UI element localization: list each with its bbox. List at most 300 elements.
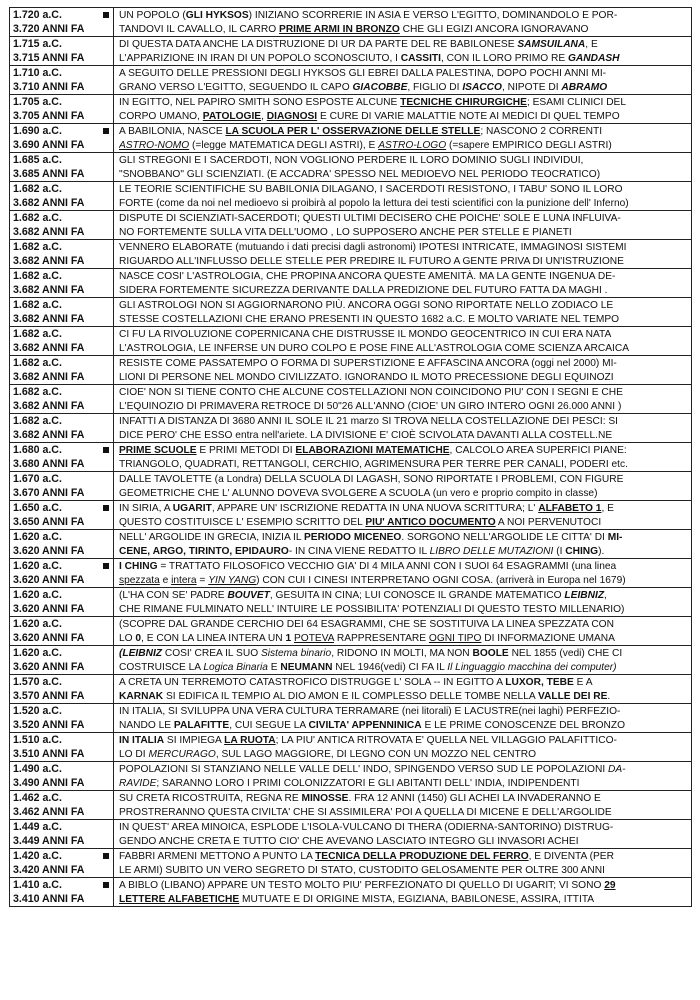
event-text	[114, 762, 691, 790]
text-segment: CI FU LA RIVOLUZIONE COPERNICANA CHE DISTRUSSE IL MONDO GEOCENTRICO IN CUI ERA NATA	[119, 329, 612, 340]
text-segment: L'ASTROLOGIA, LE INFERSE UN DURO COLPO E POSE FINE ALL'ASTROLOGIA COME SCIENZA ARCAICA	[119, 342, 629, 354]
text-segment: , NIPOTE DI	[501, 81, 562, 93]
text-segment: CIOE' NON SI TIENE CONTO CHE ALCUNE COSTELLAZIONI NON COINCIDONO PIU' CON I SEGNI E CHE	[119, 387, 623, 398]
table-row	[9, 94, 692, 124]
text-segment: CENE, ARGO, TIRINTO, EPIDAURO	[119, 545, 289, 557]
years-ago: 3.715 ANNI FA	[13, 51, 85, 64]
text-segment: - IN CINA VIENE REDATTO IL	[288, 545, 430, 557]
event-text	[114, 530, 691, 558]
text-segment: 29	[604, 880, 616, 891]
text-segment: PERIODO MICENEO	[304, 532, 402, 543]
text-segment: CHE RIMANE FULMINATO NELL' INTUIRE LE POSSIBILITA' POTENZIALI DI QUESTO TESTO MILLENARIO)	[119, 603, 625, 615]
text-segment: MERCURAGO	[148, 748, 216, 760]
date-cell	[10, 762, 114, 790]
text-line	[119, 255, 688, 268]
years-ago: 3.620 ANNI FA	[13, 573, 85, 586]
event-text	[114, 443, 691, 471]
text-segment: (=sapere EMPIRICO DEGLI ASTRI)	[446, 139, 612, 151]
years-ago: 3.690 ANNI FA	[13, 138, 85, 151]
date-bc: 1.720 a.C.	[13, 9, 62, 21]
square-bullet-icon	[103, 882, 109, 888]
event-text	[114, 501, 691, 529]
event-text	[114, 820, 691, 848]
years-ago: 3.490 ANNI FA	[13, 776, 85, 789]
text-line	[119, 632, 688, 645]
table-row	[9, 761, 692, 791]
text-segment: PIU' ANTICO DOCUMENTO	[365, 516, 496, 528]
text-line	[119, 618, 688, 632]
text-segment: ; LA PIU' ANTICA RITROVATA E' QUELLA NEL VILLAGGIO PALAFITTICO-	[275, 735, 617, 746]
date-cell	[10, 153, 114, 181]
square-bullet-icon	[103, 505, 109, 511]
text-segment: , RIDONO IN MOLTI, MA NON	[331, 648, 473, 659]
date-bc: 1.490 a.C.	[13, 763, 62, 775]
text-line	[119, 139, 688, 152]
text-line	[119, 9, 688, 23]
text-segment: A NOI PERVENUTOCI	[495, 516, 602, 528]
text-segment: CIVILTA' APPENNINICA	[308, 719, 422, 731]
text-segment: LA RUOTA	[224, 735, 276, 746]
text-segment: GIACOBBE	[352, 81, 408, 93]
text-line	[119, 777, 688, 790]
event-text	[114, 733, 691, 761]
text-segment: , E DIVENTA (PER	[528, 851, 614, 862]
text-segment: ELABORAZIONI MATEMATICHE	[295, 445, 450, 456]
text-segment: ,	[261, 110, 267, 122]
text-segment: Logica Binaria	[203, 661, 268, 673]
text-segment: RAVIDE	[119, 777, 157, 789]
text-segment: BOUVET	[227, 590, 270, 601]
text-line	[119, 531, 688, 545]
text-segment: OGNI TIPO	[428, 632, 482, 644]
years-ago: 3.710 ANNI FA	[13, 80, 85, 93]
date-bc: 1.620 a.C.	[13, 618, 62, 630]
table-row	[9, 645, 692, 675]
date-cell	[10, 298, 114, 326]
date-bc: 1.620 a.C.	[13, 560, 62, 572]
text-line	[119, 154, 688, 168]
text-line	[119, 719, 688, 732]
text-segment: 1	[285, 632, 292, 644]
table-row	[9, 297, 692, 327]
years-ago: 3.682 ANNI FA	[13, 370, 85, 383]
text-segment: QUESTO COSTITUISCE L' ESEMPIO SCRITTO DEL	[119, 516, 366, 528]
years-ago: 3.682 ANNI FA	[13, 399, 85, 412]
event-text	[114, 588, 691, 616]
date-bc: 1.682 a.C.	[13, 270, 62, 282]
years-ago: 3.682 ANNI FA	[13, 283, 85, 296]
text-segment: . FRA 12 ANNI (1450) GLI ACHEI LA INVADERANNO E	[348, 793, 601, 804]
text-segment: E PRIMI METODI DI	[196, 445, 296, 456]
event-text	[114, 153, 691, 181]
text-segment: , CON IL LORO PRIMO RE	[440, 52, 568, 64]
years-ago: 3.705 ANNI FA	[13, 109, 85, 122]
text-segment: = TRATTATO FILOSOFICO VECCHIO GIA' DI 4 MILA ANNI CON I SUOI 64 ESAGRAMMI (una linea	[157, 561, 617, 572]
date-cell	[10, 617, 114, 645]
text-line	[119, 502, 688, 516]
text-segment: (LEIBNIZ	[119, 648, 163, 659]
years-ago: 3.682 ANNI FA	[13, 196, 85, 209]
text-segment: NEL 1946(vedi) CI FA IL	[332, 661, 448, 673]
text-segment: DI QUESTA DATA ANCHE LA DISTRUZIONE DI UR DA PARTE DEL RE BABILONESE	[119, 39, 518, 50]
date-bc: 1.620 a.C.	[13, 531, 62, 543]
text-segment: INFATTI A DISTANZA DI 3680 ANNI IL SOLE IL 21 marzo SI TROVA NELLA COSTELLAZIONE DEI PESCI: SI	[119, 416, 618, 427]
text-segment: CHING	[565, 545, 599, 557]
text-segment: L'APPARIZIONE IN IRAN DI UN POPOLO SCONOSCIUTO, I	[119, 52, 401, 64]
date-bc: 1.682 a.C.	[13, 415, 62, 427]
date-bc: 1.462 a.C.	[13, 792, 62, 804]
text-line	[119, 748, 688, 761]
table-row	[9, 326, 692, 356]
text-segment: ).	[598, 545, 605, 557]
text-line	[119, 893, 688, 906]
years-ago: 3.670 ANNI FA	[13, 486, 85, 499]
date-cell	[10, 878, 114, 906]
text-segment: POPOLAZIONI SI STANZIANO NELLE VALLE DELL' INDO, SPINGENDO VERSO SUD LE POPOLAZIONI	[119, 764, 608, 775]
text-segment: (=legge MATEMATICA DEGLI ASTRI), E	[189, 139, 379, 151]
text-segment: SIDERA FORTEMENTE SICUREZZA DERIVANTE DALLA PREDIZIONE DEL FUTURO FATTA DA MAGHI .	[119, 284, 608, 296]
text-segment: ; NASCONO 2 CORRENTI	[480, 126, 603, 137]
text-segment: DA-	[608, 764, 626, 775]
date-bc: 1.690 a.C.	[13, 125, 62, 137]
years-ago: 3.682 ANNI FA	[13, 341, 85, 354]
date-cell	[10, 414, 114, 442]
table-row	[9, 413, 692, 443]
event-text	[114, 124, 691, 152]
text-segment: PRIME SCUOLE	[119, 445, 197, 456]
text-segment: DALLE TAVOLETTE (a Londra) DELLA SCUOLA DI LAGASH, SONO RIPORTATE I PROBLEMI, CON FIGURE	[119, 474, 624, 485]
text-segment: , SUL LAGO MAGGIORE, DI LEGNO CON UN MOZZO NEL CENTRO	[215, 748, 537, 760]
text-segment: MUTUATE E DI ORIGINE MISTA, EGIZIANA, BABILONESE, ASSIRA, ITTITA	[239, 893, 595, 905]
text-segment: RESISTE COME PASSATEMPO O FORMA DI SUPERSTIZIONE E AFFASCINA ANCORA (oggi nel 2000) MI-	[119, 358, 617, 369]
text-line	[119, 676, 688, 690]
date-cell	[10, 443, 114, 471]
text-segment: DISPUTE DI SCIENZIATI-SACERDOTI; QUESTI ULTIMI DECISERO CHE POICHE' SOLE E LUNA INFLUIVA-	[119, 213, 621, 224]
text-segment: DICE PERO' CHE ESSO entra nell'ariete. LA DIVISIONE E' CIOÈ SCIVOLATA DAVANTI ALLA COSTELL.NE	[119, 429, 613, 441]
event-text	[114, 878, 691, 906]
text-line	[119, 864, 688, 877]
text-line	[119, 415, 688, 429]
event-text	[114, 182, 691, 210]
text-segment: LO DI	[119, 748, 149, 760]
date-bc: 1.620 a.C.	[13, 589, 62, 601]
text-segment: .	[607, 690, 611, 702]
years-ago: 3.682 ANNI FA	[13, 428, 85, 441]
chronology-table	[9, 7, 692, 906]
text-line	[119, 386, 688, 400]
event-text	[114, 327, 691, 355]
date-cell	[10, 733, 114, 761]
date-bc: 1.685 a.C.	[13, 154, 62, 166]
text-segment: E	[267, 661, 281, 673]
text-segment: IN ITALIA	[119, 735, 165, 746]
text-segment: NEL 1855 (vedi) CHE CI	[508, 648, 623, 659]
date-cell	[10, 240, 114, 268]
date-cell	[10, 124, 114, 152]
text-line	[119, 400, 688, 413]
years-ago: 3.510 ANNI FA	[13, 747, 85, 760]
text-segment: LE TEORIE SCIENTIFICHE SU BABILONIA DILAGANO, I SACERDOTI RESISTONO, I TABU' SONO IL LORO	[119, 184, 623, 195]
text-line	[119, 705, 688, 719]
text-segment: NANDO LE	[119, 719, 174, 731]
text-line	[119, 850, 688, 864]
square-bullet-icon	[103, 447, 109, 453]
text-segment: LE ARMI) SUBITO UN VERO SEGRETO DI STATO, CUSTODITO GELOSAMENTE PER OLTRE 300 ANNI	[119, 864, 605, 876]
years-ago: 3.620 ANNI FA	[13, 602, 85, 615]
text-segment: STESSE COSTELLAZIONI CHE ERANO PRESENTI IN QUESTO 1682 a.C. E MOLTO VARIATE NEL TEMPO	[119, 313, 620, 325]
text-line	[119, 589, 688, 603]
text-segment: PRIME ARMI IN BRONZO	[279, 23, 400, 35]
table-row	[9, 558, 692, 588]
table-row	[9, 210, 692, 240]
table-row	[9, 239, 692, 269]
text-line	[119, 357, 688, 371]
text-segment: RAPPRESENTARE	[334, 632, 429, 644]
date-bc: 1.682 a.C.	[13, 212, 62, 224]
text-segment: TECNICA DELLA PRODUZIONE DEL FERRO	[315, 851, 529, 862]
text-segment: POTEVA	[293, 632, 334, 644]
text-segment: ) CON CUI I CINESI INTERPRETANO OGNI COSA. (arriverà in Europa nel 1679)	[256, 574, 626, 586]
square-bullet-icon	[103, 853, 109, 859]
text-segment: ,	[604, 590, 607, 601]
event-text	[114, 704, 691, 732]
text-segment: MINOSSE	[301, 793, 349, 804]
table-row	[9, 529, 692, 559]
text-segment: YIN YANG	[208, 574, 257, 586]
text-segment: LA SCUOLA PER L' OSSERVAZIONE DELLE STELLE	[225, 126, 481, 137]
text-segment: spezzata	[119, 574, 160, 586]
text-segment: IN QUEST' AREA MINOICA, ESPLODE L'ISOLA-VULCANO DI THERA (ODIERNA-SANTORINO) DISTRUG-	[119, 822, 614, 833]
text-segment: , E CON LA LINEA INTERA UN	[141, 632, 286, 644]
years-ago: 3.570 ANNI FA	[13, 689, 85, 702]
event-text	[114, 298, 691, 326]
date-bc: 1.682 a.C.	[13, 241, 62, 253]
date-cell	[10, 675, 114, 703]
date-cell	[10, 646, 114, 674]
date-bc: 1.710 a.C.	[13, 67, 62, 79]
text-line	[119, 241, 688, 255]
years-ago: 3.685 ANNI FA	[13, 167, 85, 180]
text-segment: ASTRO-NOMO	[119, 139, 190, 151]
event-text	[114, 269, 691, 297]
text-line	[119, 284, 688, 297]
date-bc: 1.449 a.C.	[13, 821, 62, 833]
text-segment: , CALCOLO AREA SUPERFICI PIANE:	[449, 445, 627, 456]
text-line	[119, 328, 688, 342]
table-row	[9, 268, 692, 298]
date-bc: 1.620 a.C.	[13, 647, 62, 659]
text-line	[119, 313, 688, 326]
text-segment: VALLE DEI RE	[537, 690, 608, 702]
text-line	[119, 734, 688, 748]
date-bc: 1.682 a.C.	[13, 328, 62, 340]
event-text	[114, 646, 691, 674]
date-cell	[10, 327, 114, 355]
years-ago: 3.620 ANNI FA	[13, 544, 85, 557]
date-bc: 1.682 a.C.	[13, 299, 62, 311]
text-segment: BOOLE	[472, 648, 509, 659]
text-segment: NO FORTEMENTE SULLA VITA DELL'UOMO , LO SUPPOSERO ANCHE PER STELLE E PIANETI	[119, 226, 572, 238]
text-line	[119, 690, 688, 703]
text-segment: LETTERE ALFABETICHE	[119, 893, 240, 905]
text-segment: VENNERO ELABORATE (mutuando i dati precisi dagli astronomi) IPOTESI INTRICATE, IMMAGINOSI SISTEMI	[119, 242, 627, 253]
text-segment: =	[196, 574, 209, 586]
text-segment: E A	[573, 677, 593, 688]
years-ago: 3.449 ANNI FA	[13, 834, 85, 847]
date-bc: 1.682 a.C.	[13, 183, 62, 195]
text-segment: ; SARANNO LORO I PRIMI COLONIZZATORI E GLI ABITANTI DELL' INDIA, INDIPENDENTI	[156, 777, 580, 789]
date-cell	[10, 66, 114, 94]
event-text	[114, 675, 691, 703]
text-line	[119, 792, 688, 806]
text-segment: A BIBLO (LIBANO) APPARE UN TESTO MOLTO PIU' PERFEZIONATO DI QUELLO DI UGARIT; VI SONO	[119, 880, 605, 891]
text-line	[119, 516, 688, 529]
date-cell	[10, 530, 114, 558]
date-cell	[10, 472, 114, 500]
event-text	[114, 37, 691, 65]
text-segment: MI-	[607, 532, 623, 543]
date-cell	[10, 559, 114, 587]
text-segment: CORPO UMANO,	[119, 110, 203, 122]
table-row	[9, 7, 692, 37]
table-row	[9, 877, 692, 907]
text-segment: FABBRI ARMENI METTONO A PUNTO LA	[119, 851, 316, 862]
years-ago: 3.682 ANNI FA	[13, 225, 85, 238]
text-segment: (L'HA CON SE' PADRE	[119, 590, 228, 601]
date-bc: 1.682 a.C.	[13, 386, 62, 398]
text-segment: e	[159, 574, 172, 586]
event-text	[114, 849, 691, 877]
date-bc: 1.520 a.C.	[13, 705, 62, 717]
text-line	[119, 96, 688, 110]
table-row	[9, 65, 692, 95]
date-cell	[10, 385, 114, 413]
date-cell	[10, 269, 114, 297]
date-cell	[10, 704, 114, 732]
date-bc: 1.410 a.C.	[13, 879, 62, 891]
event-text	[114, 472, 691, 500]
table-row	[9, 848, 692, 878]
text-segment: GLI ASTROLOGI NON SI AGGIORNARONO PIÙ. ANCORA OGGI SONO RIPORTATE NELLO ZODIACO LE	[119, 300, 614, 311]
square-bullet-icon	[103, 563, 109, 569]
text-segment: DIAGNOSI	[266, 110, 318, 122]
table-row	[9, 123, 692, 153]
date-cell	[10, 211, 114, 239]
years-ago: 3.650 ANNI FA	[13, 515, 85, 528]
text-segment: LO	[119, 632, 136, 644]
square-bullet-icon	[103, 128, 109, 134]
table-row	[9, 152, 692, 182]
text-line	[119, 125, 688, 139]
table-row	[9, 36, 692, 66]
table-row	[9, 500, 692, 530]
text-segment: NASCE COSI' L'ASTROLOGIA, CHE PROPINA ANCORA QUESTE AMENITÀ. MA LA GENTE INGENUA DE-	[119, 271, 616, 282]
text-segment: ISACCO	[462, 81, 502, 93]
text-line	[119, 879, 688, 893]
text-segment: I CHING	[119, 561, 158, 572]
event-text	[114, 617, 691, 645]
text-line	[119, 821, 688, 835]
text-segment: LIONI DI PERSONE NEL MONDO CIVILIZZATO. IGNORANDO IL MOTO PRECESSIONE DEGLI EQUINOZI	[119, 371, 614, 383]
text-line	[119, 197, 688, 210]
text-segment: GENDO ANCHE CRETA E TUTTO CIO' CHE AVEVANO LASCIATO INTEGRO GLI INVASORI ACHEI	[119, 835, 579, 847]
text-segment: , GESUITA IN CINA; LUI CONOSCE IL GRANDE MATEMATICO	[269, 590, 565, 601]
date-cell	[10, 37, 114, 65]
text-line	[119, 473, 688, 487]
date-cell	[10, 8, 114, 36]
date-bc: 1.570 a.C.	[13, 676, 62, 688]
years-ago: 3.420 ANNI FA	[13, 863, 85, 876]
text-segment: TANDOVI IL CAVALLO, IL CARRO	[119, 23, 280, 35]
years-ago: 3.410 ANNI FA	[13, 892, 85, 905]
table-row	[9, 616, 692, 646]
text-line	[119, 429, 688, 442]
event-text	[114, 211, 691, 239]
text-line	[119, 67, 688, 81]
text-segment: SI EDIFICA IL TEMPIO AL DIO AMON E IL COMPLESSO DELLE TOMBE NELLA	[163, 690, 538, 702]
square-bullet-icon	[103, 12, 109, 18]
text-segment: E LE PRIME CONOSCENZE DEL BRONZO	[421, 719, 626, 731]
text-segment: KARNAK	[119, 690, 164, 702]
table-row	[9, 587, 692, 617]
text-segment: CASSITI	[400, 52, 441, 64]
text-segment: , APPARE UN' ISCRIZIONE REDATTA IN UNA NUOVA SCRITTURA; L'	[211, 503, 539, 514]
text-line	[119, 342, 688, 355]
date-bc: 1.680 a.C.	[13, 444, 62, 456]
text-segment: GLI STREGONI E I SACERDOTI, NON VOGLIONO PERDERE IL LORO DOMINIO SUGLI INDIVIDUI,	[119, 155, 584, 166]
date-bc: 1.715 a.C.	[13, 38, 62, 50]
text-line	[119, 52, 688, 65]
years-ago: 3.720 ANNI FA	[13, 22, 85, 35]
date-cell	[10, 588, 114, 616]
event-text	[114, 385, 691, 413]
text-segment: ALFABETO 1	[538, 503, 602, 514]
text-line	[119, 38, 688, 52]
text-segment: , E	[601, 503, 614, 514]
text-segment: CHE GLI EGIZI ANCORA IGNORAVANO	[399, 23, 589, 35]
date-bc: 1.420 a.C.	[13, 850, 62, 862]
table-row	[9, 703, 692, 733]
table-row	[9, 355, 692, 385]
years-ago: 3.620 ANNI FA	[13, 660, 85, 673]
text-segment: intera	[171, 574, 197, 586]
text-segment: L'EQUINOZIO DI PRIMAVERA RETROCE DI 50"26 ALL'ANNO (CIOE' UN GIRO INTERO OGNI 26.000 ANNI )	[119, 400, 622, 412]
date-cell	[10, 820, 114, 848]
text-line	[119, 458, 688, 471]
text-line	[119, 806, 688, 819]
text-segment: A SEGUITO DELLE PRESSIONI DEGLI HYKSOS GLI EBREI DALLA PALESTINA, DOPO POCHI ANNI MI-	[119, 68, 607, 79]
table-row	[9, 471, 692, 501]
event-text	[114, 356, 691, 384]
text-line	[119, 23, 688, 36]
text-segment: LIBRO DELLE MUTAZIONI	[429, 545, 554, 557]
table-row	[9, 732, 692, 762]
event-text	[114, 8, 691, 36]
text-line	[119, 81, 688, 94]
text-segment: TECNICHE CHIRURGICHE	[400, 97, 527, 108]
text-segment: ASTRO-LOGO	[378, 139, 447, 151]
text-segment: PATOLOGIE	[202, 110, 262, 122]
text-segment: IN ITALIA, SI SVILUPPA UNA VERA CULTURA TERRAMARE (nei litorali) E LACUSTRE(nei laghi) PERFEZIO-	[119, 706, 621, 717]
years-ago: 3.682 ANNI FA	[13, 254, 85, 267]
date-bc: 1.650 a.C.	[13, 502, 62, 514]
text-segment: FORTE (come da noi nel medioevo si proibirà al popolo la lettura dei testi scientifici con la punizione dell' Inferno)	[119, 197, 629, 209]
text-line	[119, 647, 688, 661]
text-segment: SI IMPIEGA	[164, 735, 225, 746]
date-cell	[10, 182, 114, 210]
text-segment: COSTRUISCE LA	[119, 661, 204, 673]
text-segment: GEOMETRICHE CHE L' ALUNNO DOVEVA SVOLGERE A SCUOLA (un vero e proprio compito in classe)	[119, 487, 598, 499]
